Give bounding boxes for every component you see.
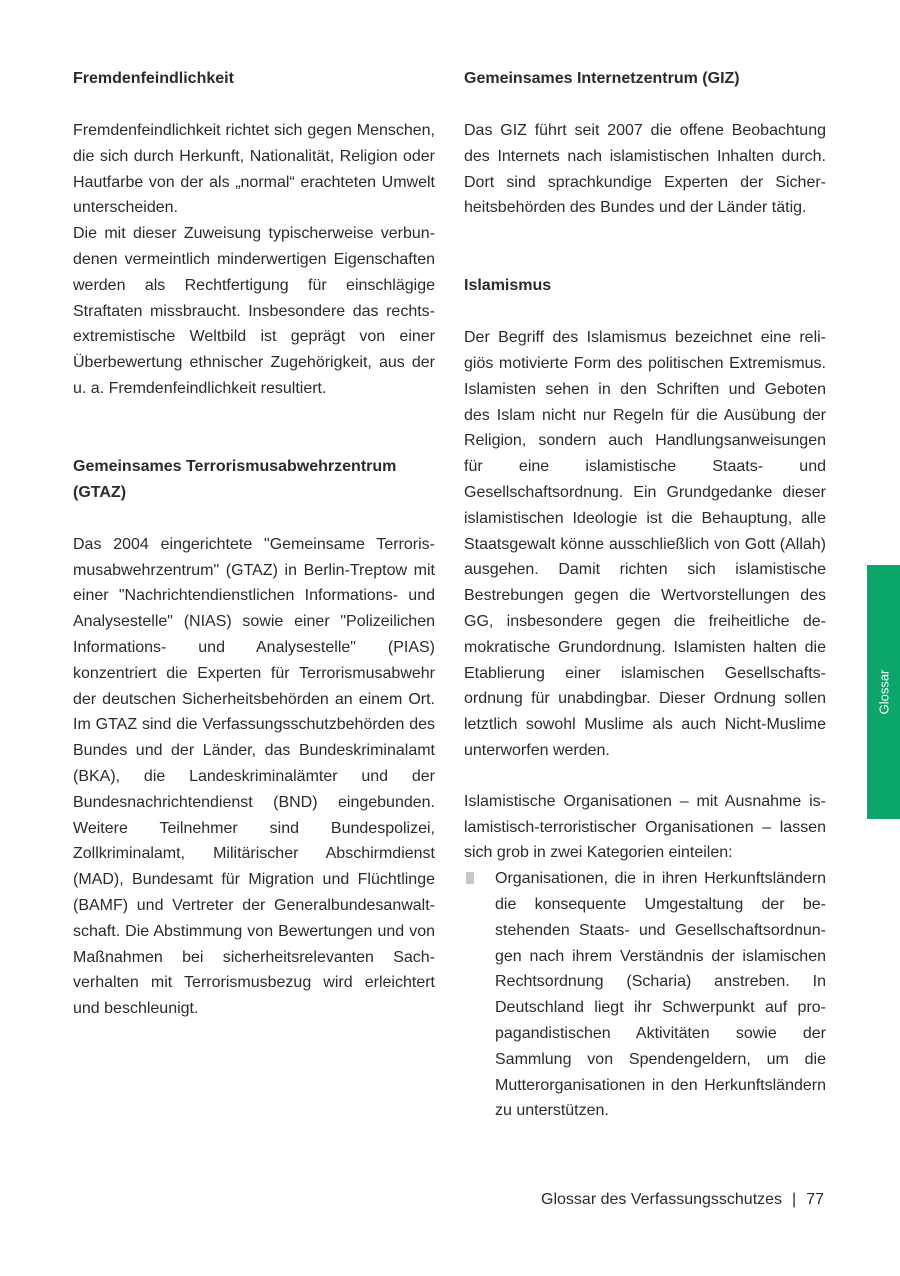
bullet-list	[464, 866, 826, 1124]
paragraph: Die mit dieser Zuweisung typischerweise verbundenen vermeintlich minderwertigen Eigenschaften werden als Rechtfertigung für einschlägige Straftaten missbraucht. Insbesondere das rechtsextremistische Weltbild ist geprägt von einer Überbewertung ethnischer Zugehörigkeit, aus der u. a. Fremdenfeindlichkeit resultiert.	[73, 225, 435, 397]
paragraph: Das GIZ führt seit 2007 die offene Beobachtung des Internets nach islamistischen Inhalten durch. Dort sind sprachkundige Experten der Sicherheitsbehörden des Bundes und der Länder tätig.	[464, 122, 826, 217]
paragraph: Islamistische Organisationen – mit Ausnahme islamistisch-terroristischer Organisationen – lassen sich grob in zwei Kategorien einteilen:	[464, 792, 826, 862]
section-heading-giz: Gemeinsames Internetzentrum (GIZ)	[464, 70, 740, 87]
right-column	[464, 66, 826, 1124]
list-item-text: Organisationen, die in ihren Herkunftsländern die konsequente Umgestaltung der bestehenden Staats- und Gesellschaftsordnungen nach ihrem Verständnis der islamischen Rechtsordnung (Scharia) anstreben. In Deutschland liegt ihr Schwerpunkt auf propagandistischen Aktivitäten sowie der Sammlung von Spendengeldern, um die Mutterorganisationen in den Herkunftsländern zu unterstützen.	[495, 870, 826, 1120]
paragraph: Das 2004 eingerichtete "Gemeinsame Terrorismusabwehrzentrum" (GTAZ) in Berlin-Treptow mit einer "Nachrichtendienstlichen Informations- und Analysestelle" (NIAS) sowie einer "Polizeilichen Informations- und Analysestelle" (PIAS) konzentriert die Experten für Terrorismusabwehr der deutschen Sicherheitsbehörden an einem Ort. Im GTAZ sind die Verfassungsschutzbehörden des Bundes und der Länder, das Bundeskriminalamt (BKA), die Landeskriminalämter und der Bundesnachrichtendienst (BND) eingebunden. Weitere Teilnehmer sind Bundespolizei, Zollkriminalamt, Militärischer Abschirmdienst (MAD), Bundesamt für Migration und Flüchtlinge (BAMF) und Vertreter der Generalbundesanwaltschaft. Die Abstimmung von Bewertungen und von Maßnahmen bei sicherheitsrelevanten Sachverhalten mit Terrorismusbezug wird erleichtert und beschleunigt.	[73, 535, 435, 1018]
left-column	[73, 66, 435, 1022]
page-footer	[541, 1191, 824, 1209]
section-heading-islamismus: Islamismus	[464, 277, 552, 295]
paragraph: Fremdenfeindlichkeit richtet sich gegen Menschen, die sich durch Herkunft, Nationalität, Religion oder Hautfarbe von der als „normal“ erachteten Umwelt unterscheiden.	[73, 122, 435, 217]
page-number: 77	[806, 1191, 824, 1208]
glossar-side-tab	[867, 565, 900, 819]
section-heading-fremdenfeindlichkeit: Fremdenfeindlichkeit	[73, 70, 234, 87]
footer-separator: |	[792, 1191, 797, 1208]
side-tab-label: Glossar	[876, 669, 891, 715]
footer-title: Glossar des Verfassungsschutzes	[541, 1191, 783, 1208]
paragraph: Der Begriff des Islamismus bezeichnet eine religiös motivierte Form des politischen Extremismus. Islamisten sehen in den Schriften und Geboten des Islam nicht nur Regeln für die Ausübung der Religion, sondern auch Handlungsanweisungen für eine islamistische Staats- und Gesellschaftsordnung. Ein Grundgedanke dieser islamistischen Ideologie ist die Behauptung, alle Staatsgewalt könne ausschließlich von Gott (Allah) ausgehen. Damit richten sich islamistische Bestrebungen gegen die Wertvorstellungen des GG, insbesondere gegen die freiheitliche demokratische Grundordnung. Islamisten halten die Etablierung einer islamischen Gesellschaftsordnung für unabdingbar. Dieser Ordnung sollen letztlich sowohl Muslime als auch Nicht-Muslime unterworfen werden.	[464, 329, 826, 759]
list-item	[464, 866, 826, 1124]
square-bullet-icon	[466, 872, 474, 884]
section-heading-gtaz: Gemeinsames Terrorismusabwehrzentrum (GTAZ)	[73, 457, 397, 501]
